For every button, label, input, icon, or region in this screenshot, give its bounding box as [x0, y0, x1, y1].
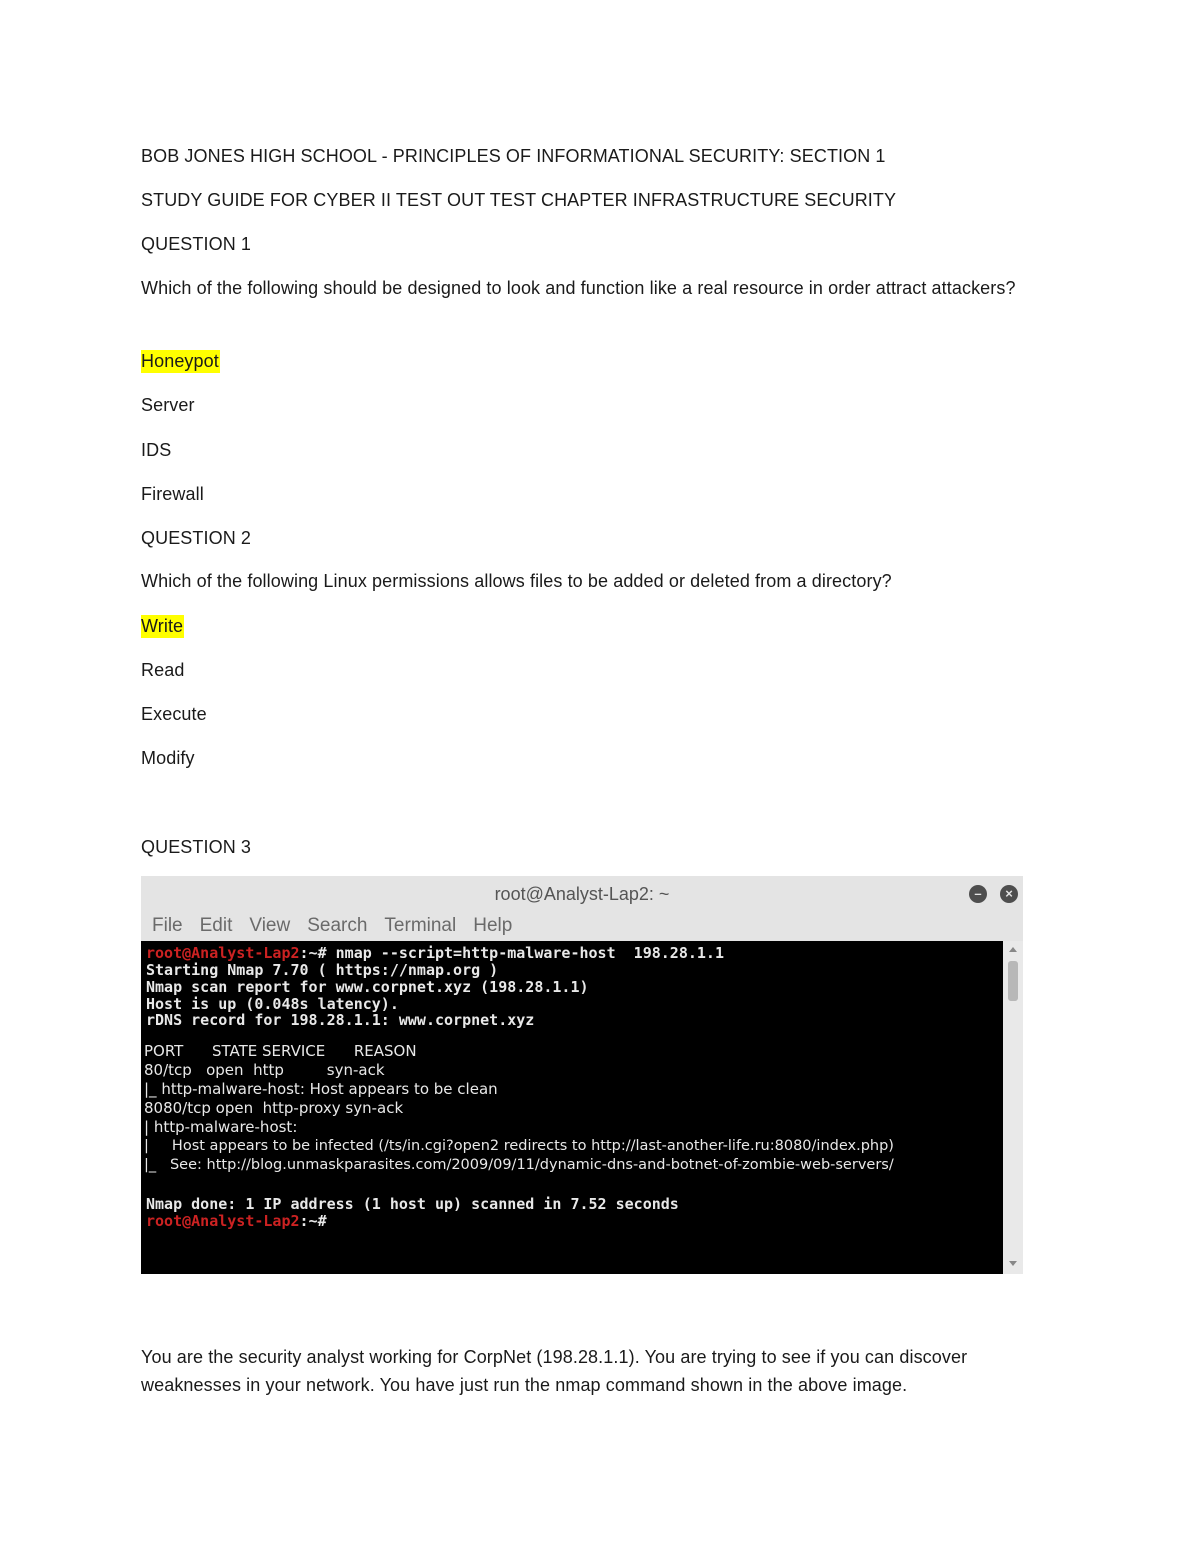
question-2-option: Modify: [141, 748, 195, 768]
terminal-console: [141, 941, 1003, 1274]
question-1-option: IDS: [141, 440, 172, 460]
done-line: Nmap done: 1 IP address (1 host up) scanned in 7.52 seconds: [146, 1195, 679, 1213]
output-line: Starting Nmap 7.70 ( https://nmap.org ): [146, 961, 499, 979]
scan-line: 80/tcp open http syn-ack: [144, 1061, 385, 1079]
scan-line: | Host appears to be infected (/ts/in.cgi?open2 redirects to http://last-another-life.ru:8080/index.php): [144, 1138, 894, 1154]
highlight-mark: Honeypot: [141, 351, 219, 371]
scan-line: 8080/tcp open http-proxy syn-ack: [144, 1099, 404, 1117]
output-line: Nmap scan report for www.corpnet.xyz (198.28.1.1): [146, 978, 589, 996]
question-1-label: QUESTION 1: [141, 234, 252, 254]
question-2-option: Execute: [141, 704, 207, 724]
menu-help: Help: [473, 915, 513, 936]
highlight-mark: Write: [141, 616, 184, 636]
scroll-down-icon: [1009, 1261, 1017, 1266]
minimize-icon: –: [969, 885, 987, 903]
question-1-answer-highlighted: [141, 350, 220, 372]
question-2-label: QUESTION 2: [141, 528, 252, 548]
terminal-menubar: [141, 910, 1023, 941]
terminal-screenshot: [141, 876, 1023, 1274]
prompt: root@Analyst-Lap2: [146, 1212, 300, 1230]
question-2-text: Which of the following Linux permissions allows files to be added or deleted from a directory?: [141, 571, 892, 591]
document-subheader: STUDY GUIDE FOR CYBER II TEST OUT TEST CHAPTER INFRASTRUCTURE SECURITY: [141, 190, 897, 210]
menu-view: View: [249, 915, 291, 936]
prompt-suffix: :~#: [299, 1212, 327, 1230]
prompt: root@Analyst-Lap2: [146, 944, 300, 962]
scan-line: PORT STATE SERVICE REASON: [144, 1042, 417, 1060]
scroll-up-icon: [1009, 947, 1017, 952]
scan-line: | http-malware-host:: [144, 1118, 298, 1136]
question-1-text: Which of the following should be designed to look and function like a real resource in order attract attackers?: [141, 278, 1016, 298]
end-prompt-line: [146, 1213, 327, 1230]
question-1-option: Firewall: [141, 484, 204, 504]
scan-line: |_ See: http://blog.unmaskparasites.com/2009/09/11/dynamic-dns-and-botnet-of-zombie-web-servers/: [144, 1157, 894, 1173]
terminal-scrollbar: [1003, 941, 1023, 1274]
question-3-label: QUESTION 3: [141, 837, 252, 857]
output-line: rDNS record for 198.28.1.1: www.corpnet.xyz: [146, 1011, 535, 1029]
question-3-text: You are the security analyst working for CorpNet (198.28.1.1). You are trying to see if you can discover weaknesses in your network. You have just run the nmap command shown in the above image.: [141, 1347, 968, 1395]
close-icon: ×: [1000, 885, 1018, 903]
menu-file: File: [152, 915, 183, 936]
scan-line: |_ http-malware-host: Host appears to be clean: [144, 1080, 498, 1098]
document-header: BOB JONES HIGH SCHOOL - PRINCIPLES OF INFORMATIONAL SECURITY: SECTION 1: [141, 146, 886, 166]
scroll-thumb: [1008, 961, 1018, 1001]
question-2-answer-highlighted: [141, 615, 184, 637]
output-line: Host is up (0.048s latency).: [146, 995, 399, 1013]
terminal-title: root@Analyst-Lap2: ~: [494, 884, 670, 904]
prompt-suffix: :~#: [299, 944, 336, 962]
menu-search: Search: [307, 915, 368, 936]
menu-terminal: Terminal: [384, 915, 457, 936]
terminal-titlebar: [141, 876, 1023, 910]
command: nmap --script=http-malware-host 198.28.1.1: [335, 944, 724, 962]
question-2-option: Read: [141, 660, 185, 680]
command-line: [146, 945, 724, 962]
menu-edit: Edit: [199, 915, 233, 936]
question-1-option: Server: [141, 395, 195, 415]
